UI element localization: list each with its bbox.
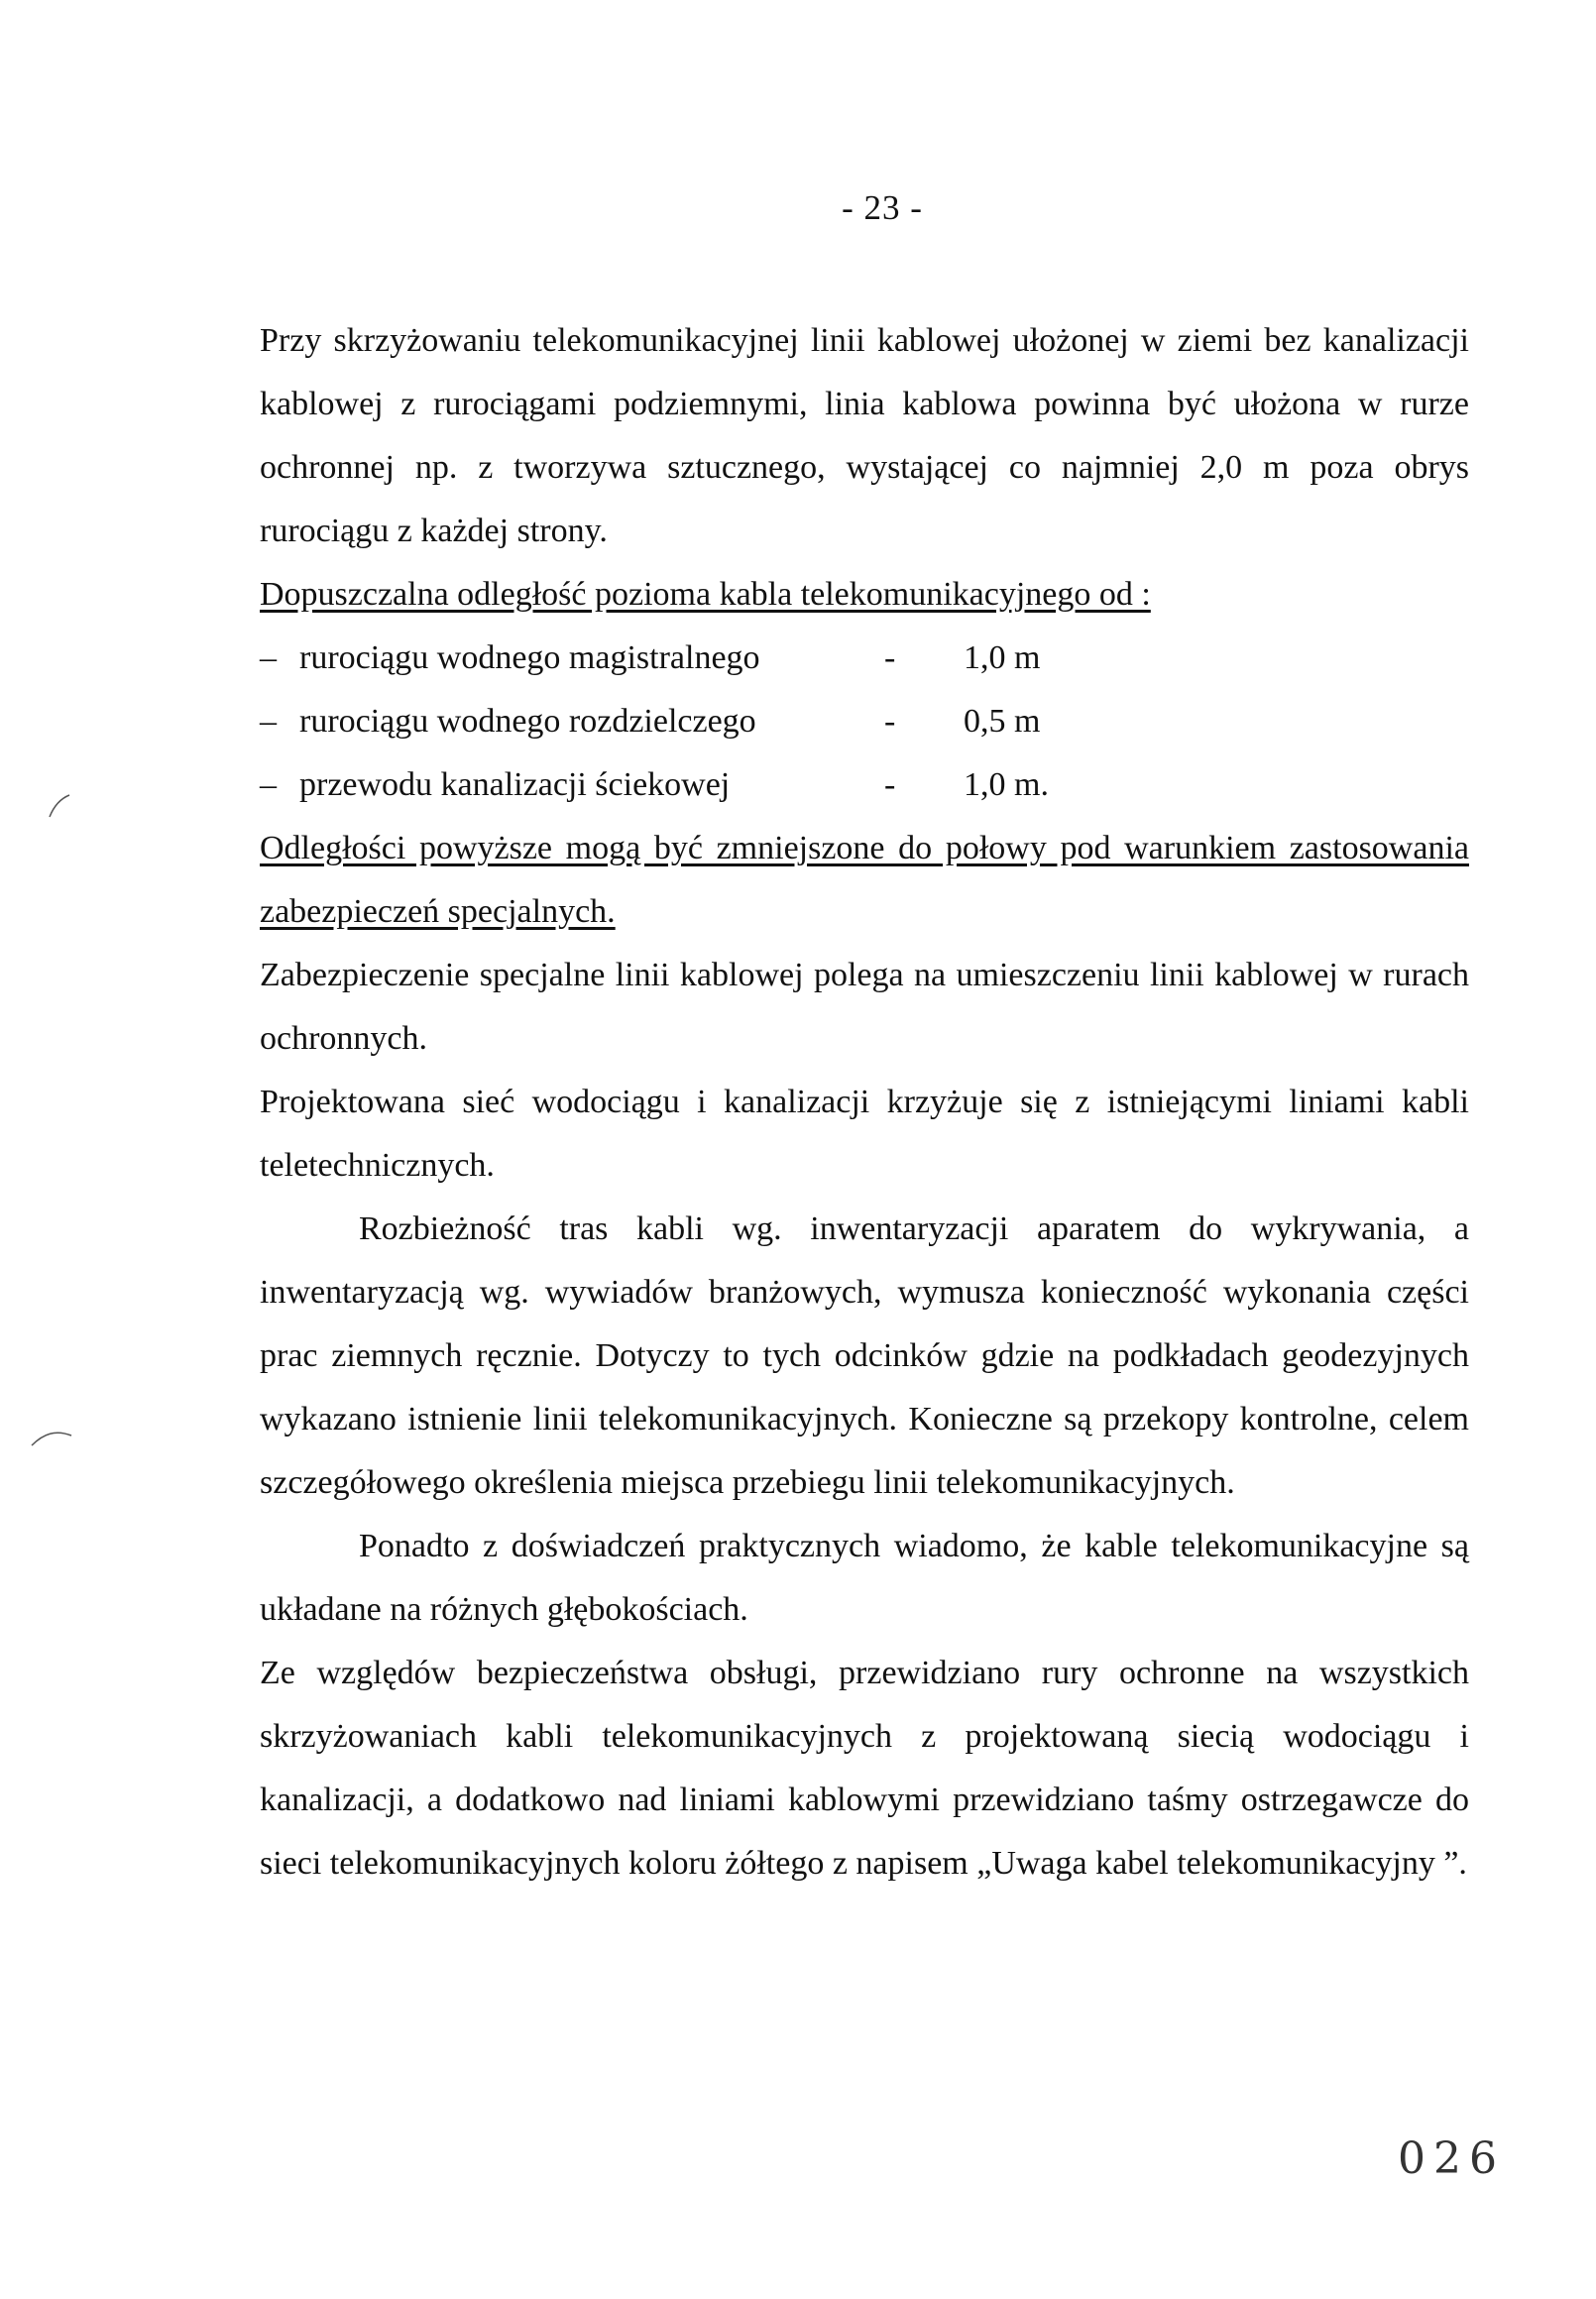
- paragraph-network-crossing: Projektowana sieć wodociągu i kanalizacji krzyżuje się z istniejącymi liniami kabli teletechnicznych.: [260, 1084, 1469, 1184]
- paragraph-crossing-rules: Przy skrzyżowaniu telekomunikacyjnej linii kablowej ułożonej w ziemi bez kanalizacji kablowej z rurociągami podziemnymi, linia kablowa powinna być ułożona w rurze ochronnej np. z tworzywa sztucznego, wystającej co najmniej 2,0 m poza obrys rurociągu z każdej strony.: [260, 322, 1469, 549]
- list-item: [260, 627, 1469, 690]
- distance-value: 1,0 m.: [964, 766, 1049, 803]
- distances-heading: Dopuszczalna odległość pozioma kabla telekomunikacyjnego od :: [260, 576, 1151, 613]
- paragraph-special-protection: Zabezpieczenie specjalne linii kablowej polega na umieszczeniu linii kablowej w rurach ochronnych.: [260, 957, 1469, 1057]
- paragraph-experience: Ponadto z doświadczeń praktycznych wiadomo, że kable telekomunikacyjne są układane na różnych głębokościach.: [260, 1528, 1469, 1628]
- page-number: - 23 -: [842, 188, 923, 227]
- list-item: [260, 690, 1469, 753]
- list-item: [260, 753, 1469, 817]
- margin-mark: [30, 1428, 73, 1447]
- distance-separator: -: [884, 766, 896, 803]
- distance-separator: -: [884, 639, 896, 676]
- distance-value: 0,5 m: [964, 703, 1041, 740]
- document-body: [260, 309, 1469, 1896]
- distance-label: rurociągu wodnego rozdzielczego: [299, 703, 756, 740]
- distance-value: 1,0 m: [964, 639, 1041, 676]
- distance-separator: -: [884, 703, 896, 740]
- paragraph-safety: Ze względów bezpieczeństwa obsługi, przewidziano rury ochronne na wszystkich skrzyżowaniach kabli telekomunikacyjnych z projektowaną siecią wodociągu i kanalizacji, a dodatkowo nad liniami kablowymi przewidziano taśmy ostrzegawcze do sieci telekomunikacyjnych koloru żółtego z napisem „Uwaga kabel telekomunikacyjny ”.: [260, 1655, 1469, 1882]
- paragraph-route-discrepancy: Rozbieżność tras kabli wg. inwentaryzacji aparatem do wykrywania, a inwentaryzacją wg. wywiadów branżowych, wymusza konieczność wykonania części prac ziemnych ręcznie. Dotyczy to tych odcinków gdzie na podkładach geodezyjnych wykazano istnienie linii telekomunikacyjnych. Konieczne są przekopy kontrolne, celem szczegółowego określenia miejsca przebiegu linii telekomunikacyjnych.: [260, 1210, 1469, 1501]
- page-stamp: 026: [1398, 2133, 1505, 2184]
- paragraph-reduction-note: Odległości powyższe mogą być zmniejszone do połowy pod warunkiem zastosowania zabezpieczeń specjalnych.: [260, 830, 1469, 930]
- distance-label: rurociągu wodnego magistralnego: [299, 639, 760, 676]
- margin-mark: [48, 793, 71, 819]
- distances-list: [260, 627, 1469, 817]
- list-dash: –: [260, 639, 277, 676]
- list-dash: –: [260, 766, 277, 803]
- distance-label: przewodu kanalizacji ściekowej: [299, 766, 731, 803]
- list-dash: –: [260, 703, 277, 740]
